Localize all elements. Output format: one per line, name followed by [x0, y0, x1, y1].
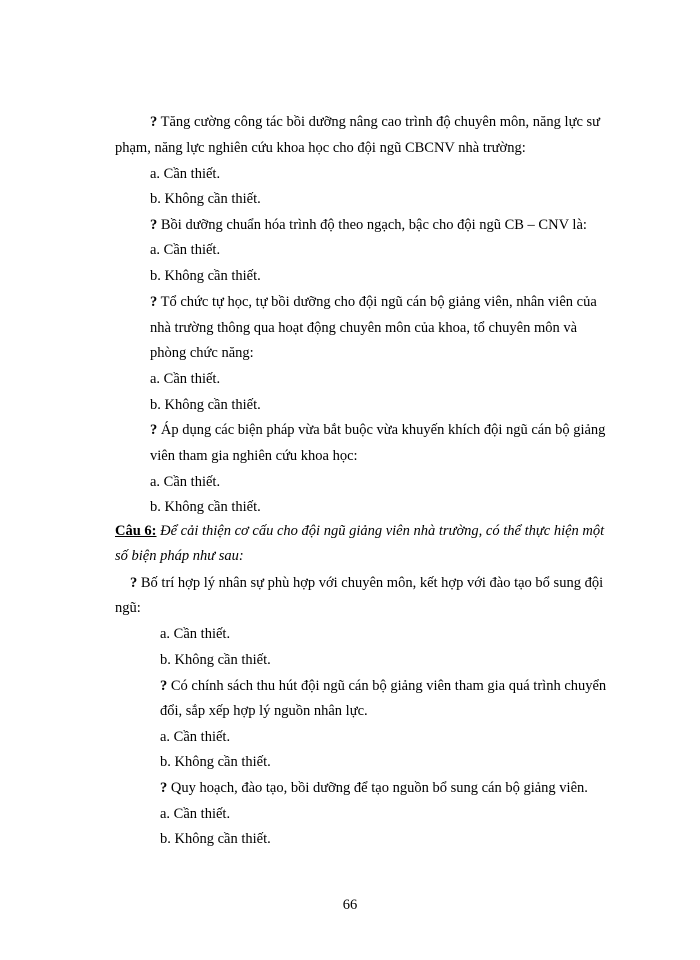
- question-mark-icon: ?: [150, 294, 158, 310]
- q7-option-b: b. Không cần thiết.: [160, 831, 271, 847]
- q1-text-1: Tăng cường công tác bồi dưỡng nâng cao trình độ chuyên môn, năng lực sư: [160, 114, 601, 130]
- q4-text-2: viên tham gia nghiên cứu khoa học:: [150, 448, 358, 464]
- q2-text-1: Bồi dưỡng chuẩn hóa trình độ theo ngạch, bậc cho đội ngũ CB – CNV là:: [160, 217, 587, 233]
- q6-option-b: b. Không cần thiết.: [160, 754, 271, 770]
- q4-option-b: b. Không cần thiết.: [150, 499, 261, 515]
- q7-line-1: [160, 778, 588, 798]
- heading-text-1: Để cải thiện cơ cấu cho đội ngũ giảng viên nhà trường, có thể thực hiện một: [156, 523, 605, 539]
- q3-text-1: Tổ chức tự học, tự bồi dưỡng cho đội ngũ cán bộ giảng viên, nhân viên của: [160, 294, 597, 310]
- question-mark-icon: ?: [150, 114, 158, 130]
- q4-line-1: [150, 420, 605, 440]
- q1-line-1: [150, 112, 600, 132]
- q3-text-3: phòng chức năng:: [150, 345, 254, 361]
- page-number: 66: [342, 897, 358, 913]
- q6-text-2: đổi, sắp xếp hợp lý nguồn nhân lực.: [160, 703, 368, 719]
- q7-option-a: a. Cần thiết.: [160, 806, 231, 822]
- heading-text-2: số biện pháp như sau:: [115, 548, 244, 564]
- q2-line-1: [150, 215, 587, 235]
- q6-line-1: [160, 676, 606, 696]
- q5-option-a: a. Cần thiết.: [160, 626, 231, 642]
- question-mark-icon: ?: [150, 422, 158, 438]
- section-heading-cau-6: [115, 521, 604, 541]
- question-mark-icon: ?: [160, 678, 168, 694]
- q6-option-a: a. Cần thiết.: [160, 729, 231, 745]
- q3-text-2: nhà trường thông qua hoạt động chuyên môn của khoa, tổ chuyên môn và: [150, 320, 578, 336]
- q7-text-1: Quy hoạch, đào tạo, bồi dưỡng để tạo nguồn bổ sung cán bộ giảng viên.: [170, 780, 588, 796]
- q3-line-1: [150, 292, 597, 312]
- heading-label: Câu 6:: [115, 523, 157, 539]
- q2-option-a: a. Cần thiết.: [150, 242, 221, 258]
- q5-line-1: [130, 573, 603, 593]
- q1-text-2: phạm, năng lực nghiên cứu khoa học cho đội ngũ CBCNV nhà trường:: [115, 140, 526, 156]
- question-mark-icon: ?: [160, 780, 168, 796]
- q5-option-b: b. Không cần thiết.: [160, 652, 271, 668]
- q6-text-1: Có chính sách thu hút đội ngũ cán bộ giảng viên tham gia quá trình chuyển: [170, 678, 607, 694]
- q3-option-a: a. Cần thiết.: [150, 371, 221, 387]
- q5-text-1: Bố trí hợp lý nhân sự phù hợp với chuyên môn, kết hợp với đào tạo bổ sung đội: [140, 575, 604, 591]
- q4-text-1: Áp dụng các biện pháp vừa bắt buộc vừa khuyến khích đội ngũ cán bộ giảng: [160, 422, 606, 438]
- question-mark-icon: ?: [130, 575, 138, 591]
- q1-option-b: b. Không cần thiết.: [150, 191, 261, 207]
- q1-option-a: a. Cần thiết.: [150, 166, 221, 182]
- q4-option-a: a. Cần thiết.: [150, 474, 221, 490]
- q3-option-b: b. Không cần thiết.: [150, 397, 261, 413]
- q5-text-2: ngũ:: [115, 600, 141, 616]
- q2-option-b: b. Không cần thiết.: [150, 268, 261, 284]
- question-mark-icon: ?: [150, 217, 158, 233]
